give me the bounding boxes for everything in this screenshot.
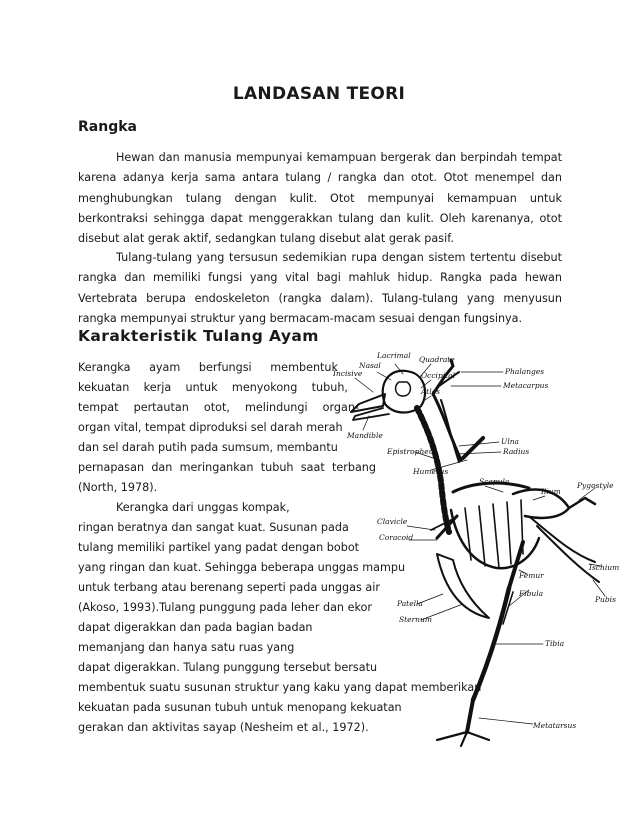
text-line: ringan beratnya dan sangat kuat. Susunan pada: [78, 521, 349, 534]
leader-lines: [355, 364, 605, 724]
label-ilium: Ilium: [541, 487, 561, 496]
text-line: dan sel darah putih pada sumsum, membantu: [78, 441, 338, 454]
text-line: membentuk suatu susunan struktur yang kaku yang dapat memberikan: [78, 681, 482, 694]
text-line: dapat digerakkan dan pada bagian badan: [78, 621, 313, 634]
text-line: tulang memiliki partikel yang padat dengan bobot: [78, 541, 360, 554]
heading-rangka: Rangka: [78, 119, 137, 135]
text-line: gerakan dan aktivitas sayap (Nesheim et al., 1972).: [78, 721, 369, 734]
radius-ulna: [441, 400, 459, 462]
label-femur: Femur: [519, 571, 544, 580]
label-clavicle: Clavicle: [377, 517, 408, 526]
label-sternum: Sternum: [399, 615, 432, 624]
chicken-skeleton-figure: [333, 342, 623, 747]
label-nasal: Nasal: [359, 361, 381, 370]
label-humerus: Humerus: [413, 467, 449, 476]
humerus-bone: [463, 438, 483, 458]
text-line: yang ringan dan kuat. Sehingga beberapa unggas mampu: [78, 561, 406, 574]
page-title: LANDASAN TEORI: [232, 84, 406, 104]
heading-karakteristik: Karakteristik Tulang Ayam: [78, 327, 319, 345]
metatarsus-bone: [467, 700, 473, 732]
text-line: kekuatan pada susunan tubuh untuk menopang kekuatan: [78, 701, 402, 714]
label-occipital: Occipital: [421, 371, 456, 380]
label-lacrimal: Lacrimal: [377, 351, 411, 360]
label-metatarsus: Metatarsus: [533, 721, 577, 730]
text-line: Kerangka dari unggas kompak,: [116, 501, 290, 514]
label-fibula: Fibula: [519, 589, 544, 598]
label-epistropheus: Epistropheus: [387, 447, 438, 456]
label-ulna: Ulna: [501, 437, 520, 446]
text-line: memanjang dan hanya satu ruas yang: [78, 641, 295, 654]
label-pubis: Pubis: [595, 595, 616, 604]
label-pygostyle: Pygostyle: [577, 481, 614, 490]
label-scapula: Scapula: [479, 477, 510, 486]
text-line: pernapasan dan meringankan tubuh saat terbang: [78, 461, 376, 474]
femur-bone: [509, 542, 523, 588]
text-line: organ vital, tempat diproduksi sel darah merah: [78, 421, 343, 434]
paragraph-rangka-1: Hewan dan manusia mempunyai kemampuan bergerak dan berpindah tempat karena adanya kerja sama antara tulang / rangka dan otot. Otot menempel dan menghubungkan tulang dengan kulit. Otot mempunyai kemampuan untuk berkontraksi sehingga dapat menggerakkan tulang dan kulit. Oleh karenanya, otot disebut alat gerak aktif, sedangkan tulang disebut alat gerak pasif.: [78, 151, 562, 246]
label-phalanges: Phalanges: [505, 367, 545, 376]
text-line: (Akoso, 1993).Tulang punggung pada leher dan ekor: [78, 601, 372, 614]
paragraph-rangka-2: Tulang-tulang yang tersusun sedemikian rupa dengan sistem tertentu disebut rangka dan memiliki fungsi yang vital bagi mahluk hidup. Rangka pada hewan Vertebrata berupa endoskeleton (rangka dalam). Tulang-tulang yang menyusun rangka mempunyai struktur yang bermacam-macam sesuai dengan fungsinya.: [78, 251, 562, 325]
label-metacarpus: Metacarpus: [503, 381, 549, 390]
text-line: dapat digerakkan. Tulang punggung tersebut bersatu: [78, 661, 378, 674]
label-atlas: Atlas: [421, 387, 441, 396]
label-patella: Patella: [397, 599, 423, 608]
label-quadrate: Quadrate: [419, 355, 455, 364]
label-incisive: Incisive: [333, 369, 363, 378]
eye-orbit: [396, 382, 411, 396]
text-line: (North, 1978).: [78, 481, 158, 494]
label-mandible: Mandible: [347, 431, 383, 440]
label-tibia: Tibia: [545, 639, 565, 648]
label-radius: Radius: [503, 447, 530, 456]
text-line: Kerangka ayam berfungsi membentuk: [78, 361, 338, 374]
text-line: kekuatan kerja untuk menyokong tubuh,: [78, 381, 348, 394]
text-line: tempat pertautan otot, melindungi organ-: [78, 401, 359, 414]
pygostyle-bone: [569, 498, 595, 508]
toes: [437, 732, 489, 746]
label-ischium: Ischium: [589, 563, 620, 572]
label-coracoid: Coracoid: [379, 533, 414, 542]
text-line: untuk terbang atau berenang seperti pada unggas air: [78, 581, 380, 594]
